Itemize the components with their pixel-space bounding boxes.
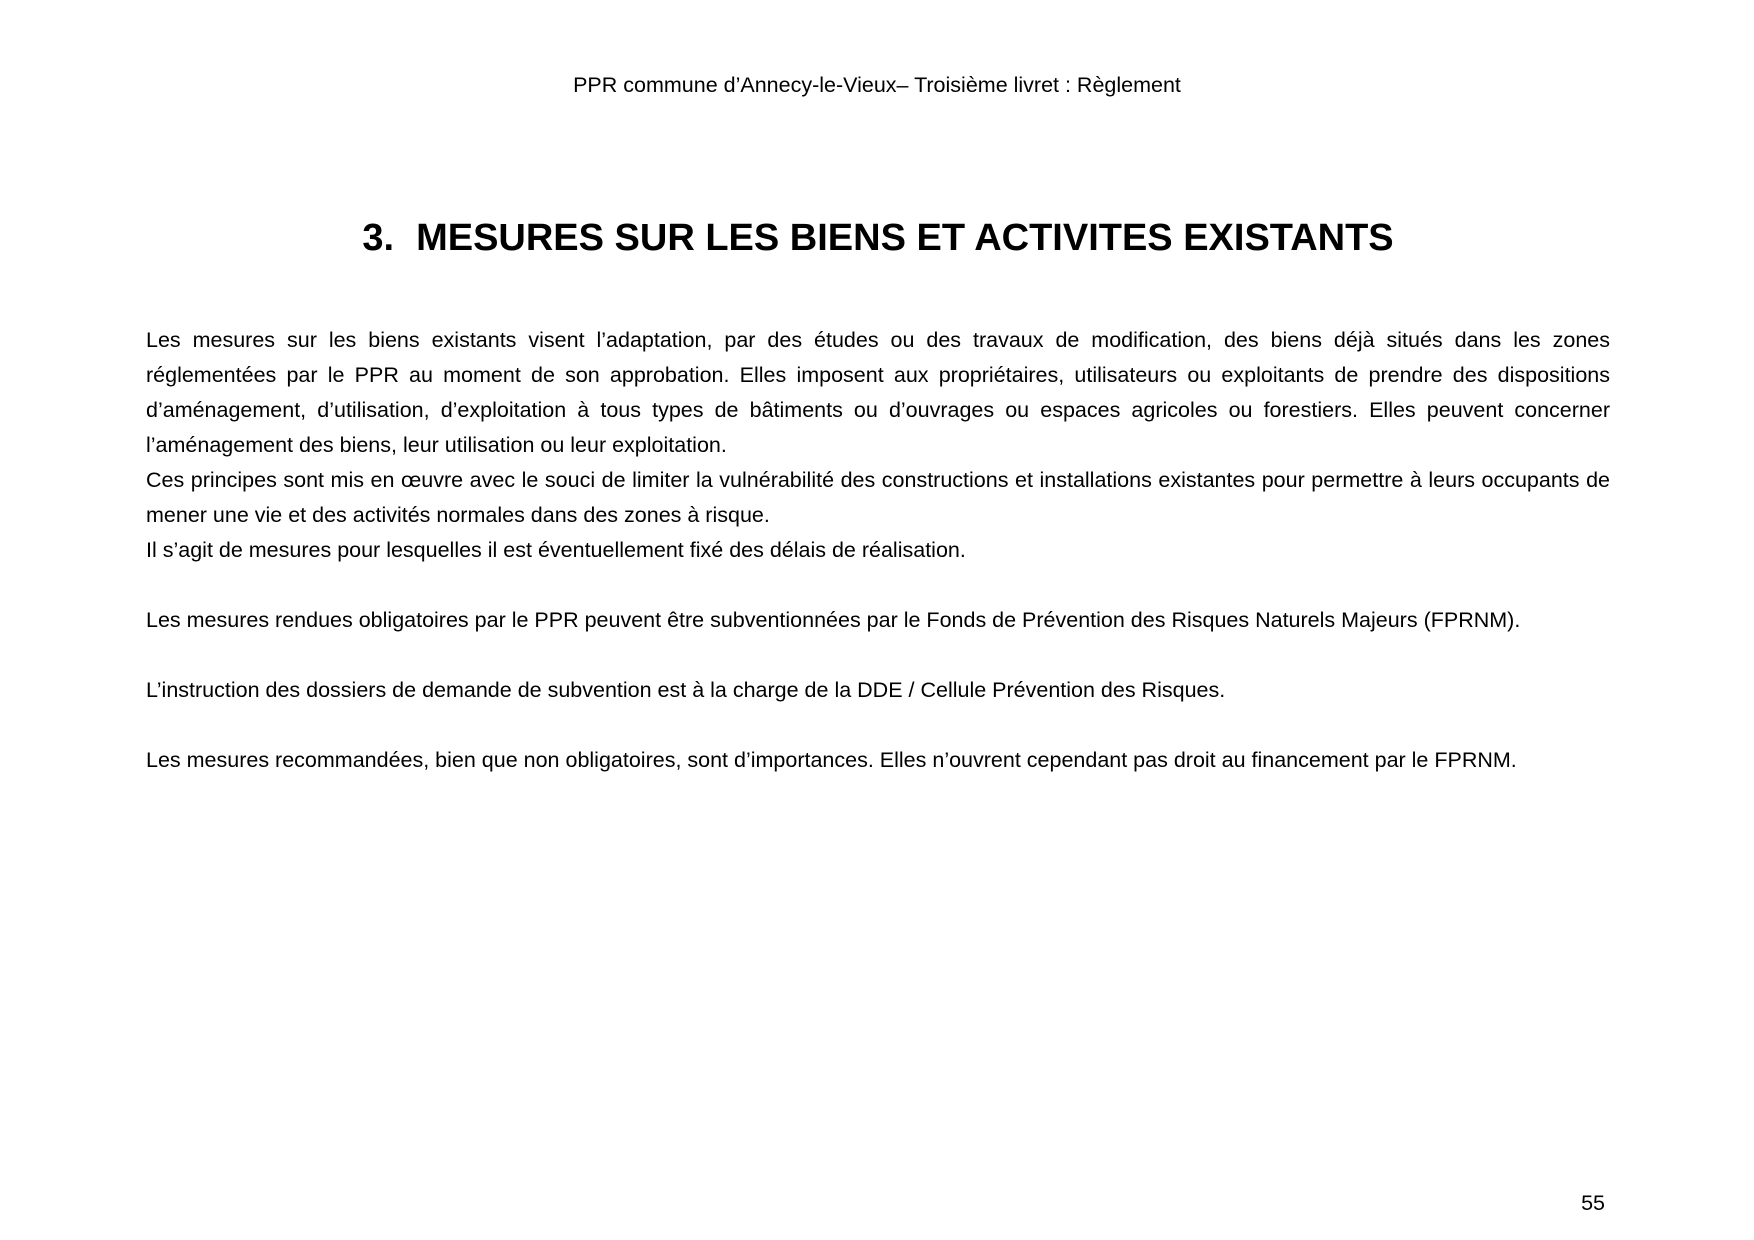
- section-heading-text: MESURES SUR LES BIENS ET ACTIVITES EXISTANTS: [416, 217, 1394, 259]
- section-heading: [146, 216, 1610, 260]
- paragraph-mandatory-measures: Les mesures rendues obligatoires par le PPR peuvent être subventionnées par le Fonds de Prévention des Risques Naturels Majeurs (FPRNM).: [146, 608, 1521, 632]
- document-body: [146, 323, 1610, 778]
- page-number: 55: [1581, 1191, 1605, 1215]
- paragraph-subsidy-instruction: L’instruction des dossiers de demande de subvention est à la charge de la DDE / Cellule Prévention des Risques.: [146, 678, 1226, 702]
- paragraph-recommended-measures: Les mesures recommandées, bien que non obligatoires, sont d’importances. Elles n’ouvrent cependant pas droit au financement par le FPRNM.: [146, 748, 1517, 772]
- paragraph-measures-existing: Les mesures sur les biens existants visent l’adaptation, par des études ou des travaux de modification, des biens déjà situés dans les zones réglementées par le PPR au moment de son approbation. Elles imposent aux propriétaires, utilisateurs ou exploitants de prendre des dispositions d’aménagement, d’utilisation, d’exploitation à tous types de bâtiments ou d’ouvrages ou espaces agricoles ou forestiers. Elles peuvent concerner l’aménagement des biens, leur utilisation ou leur exploitation.: [146, 328, 1610, 457]
- paragraph-principles: Ces principes sont mis en œuvre avec le souci de limiter la vulnérabilité des constructions et installations existantes pour permettre à leurs occupants de mener une vie et des activités normales dans des zones à risque.: [146, 468, 1610, 527]
- running-header: PPR commune d’Annecy-le-Vieux– Troisième livret : Règlement: [573, 73, 1181, 97]
- paragraph-deadlines: Il s’agit de mesures pour lesquelles il est éventuellement fixé des délais de réalisation.: [146, 538, 966, 562]
- section-number: 3.: [362, 217, 395, 259]
